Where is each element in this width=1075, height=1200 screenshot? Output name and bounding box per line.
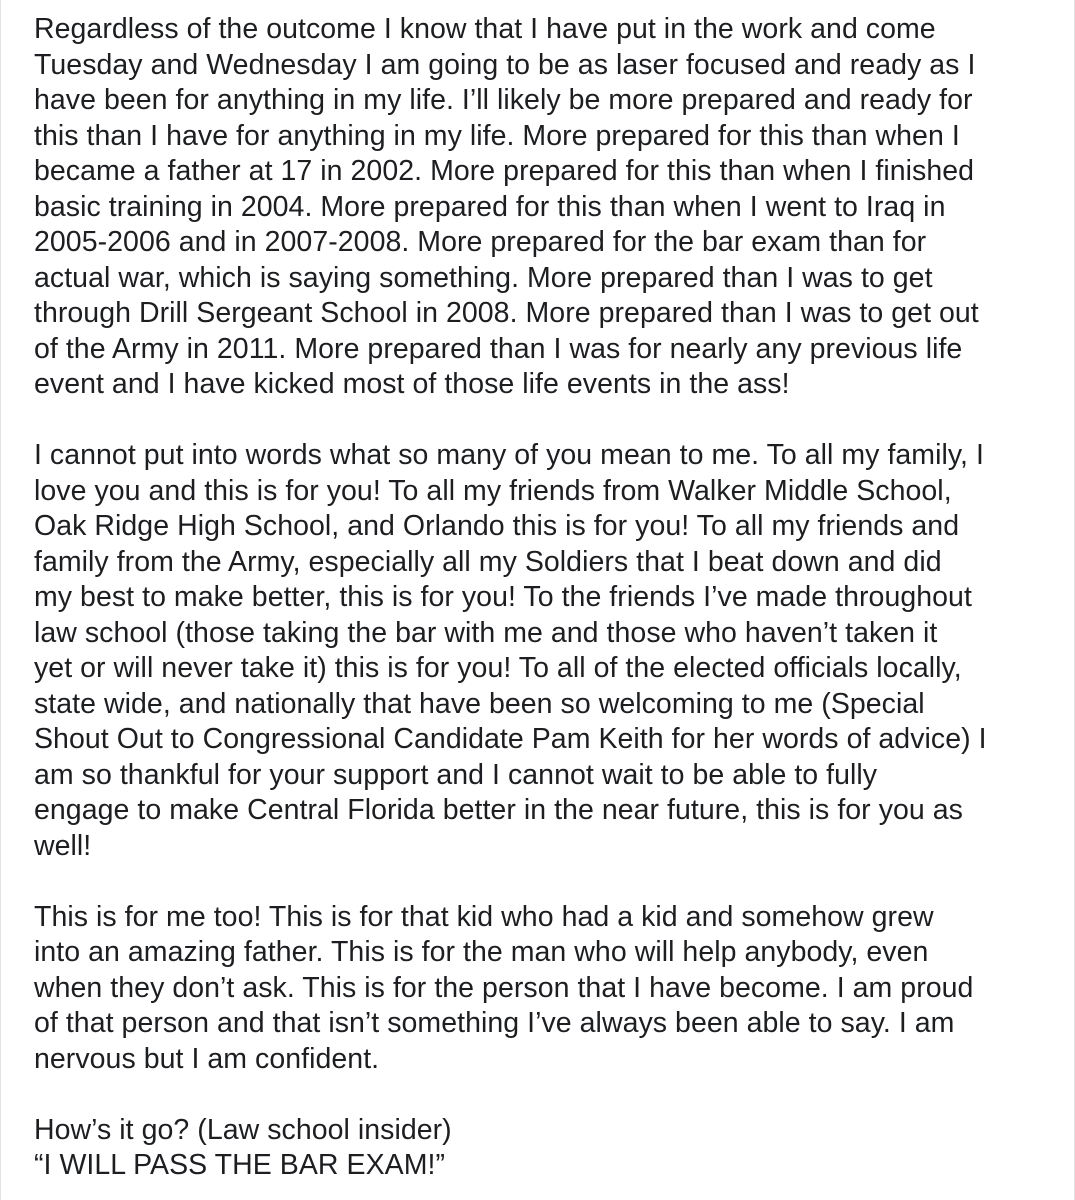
text-line: engage to make Central Florida better in the near future, this is for you as: [34, 794, 963, 826]
text-line: into an amazing father. This is for the man who will help anybody, even: [34, 936, 929, 968]
text-line: well!: [34, 829, 92, 862]
paragraph-closing: [34, 1113, 1048, 1184]
paragraph-personal: [34, 900, 1048, 1078]
text-line: of the Army in 2011. More prepared than I was for nearly any previous life: [34, 332, 963, 365]
text-line: How’s it go? (Law school insider): [34, 1113, 452, 1146]
text-line: nervous but I am confident.: [34, 1042, 380, 1075]
text-line: this than I have for anything in my life. More prepared for this than when I: [34, 119, 960, 152]
text-line: event and I have kicked most of those life events in the ass!: [34, 368, 790, 400]
text-line: have been for anything in my life. I’ll likely be more prepared and ready for: [34, 84, 973, 116]
text-line: Regardless of the outcome I know that I have put in the work and come: [34, 13, 936, 45]
text-line: basic training in 2004. More prepared for this than when I went to Iraq in: [34, 190, 946, 223]
text-line: became a father at 17 in 2002. More prepared for this than when I finished: [34, 155, 975, 187]
text-line: This is for me too! This is for that kid who had a kid and somehow grew: [34, 900, 934, 933]
text-line: state wide, and nationally that have been so welcoming to me (Special: [34, 687, 925, 720]
text-line: 2005-2006 and in 2007-2008. More prepared for the bar exam than for: [34, 226, 927, 258]
text-line: family from the Army, especially all my Soldiers that I beat down and did: [34, 545, 942, 578]
text-line: through Drill Sergeant School in 2008. More prepared than I was to get out: [34, 297, 979, 329]
text-line: Oak Ridge High School, and Orlando this is for you! To all my friends and: [34, 510, 960, 542]
text-line: love you and this is for you! To all my friends from Walker Middle School,: [34, 474, 952, 507]
text-line: actual war, which is saying something. More prepared than I was to get: [34, 261, 933, 294]
text-line: yet or will never take it) this is for you! To all of the elected officials locally,: [34, 652, 962, 684]
text-line: law school (those taking the bar with me and those who haven’t taken it: [34, 616, 938, 649]
text-line: of that person and that isn’t something I’ve always been able to say. I am: [34, 1007, 955, 1039]
text-line: “I WILL PASS THE BAR EXAM!”: [34, 1149, 445, 1181]
paragraph-thanks: [34, 438, 1048, 864]
text-line: Tuesday and Wednesday I am going to be as laser focused and ready as I: [34, 48, 976, 81]
text-line: Shout Out to Congressional Candidate Pam Keith for her words of advice) I: [34, 723, 987, 755]
text-line: when they don’t ask. This is for the person that I have become. I am proud: [34, 971, 974, 1004]
text-line: am so thankful for your support and I cannot wait to be able to fully: [34, 758, 878, 791]
paragraph-intro: [34, 12, 1048, 403]
text-line: my best to make better, this is for you! To the friends I’ve made throughout: [34, 581, 972, 613]
text-line: I cannot put into words what so many of you mean to me. To all my family, I: [34, 439, 984, 471]
